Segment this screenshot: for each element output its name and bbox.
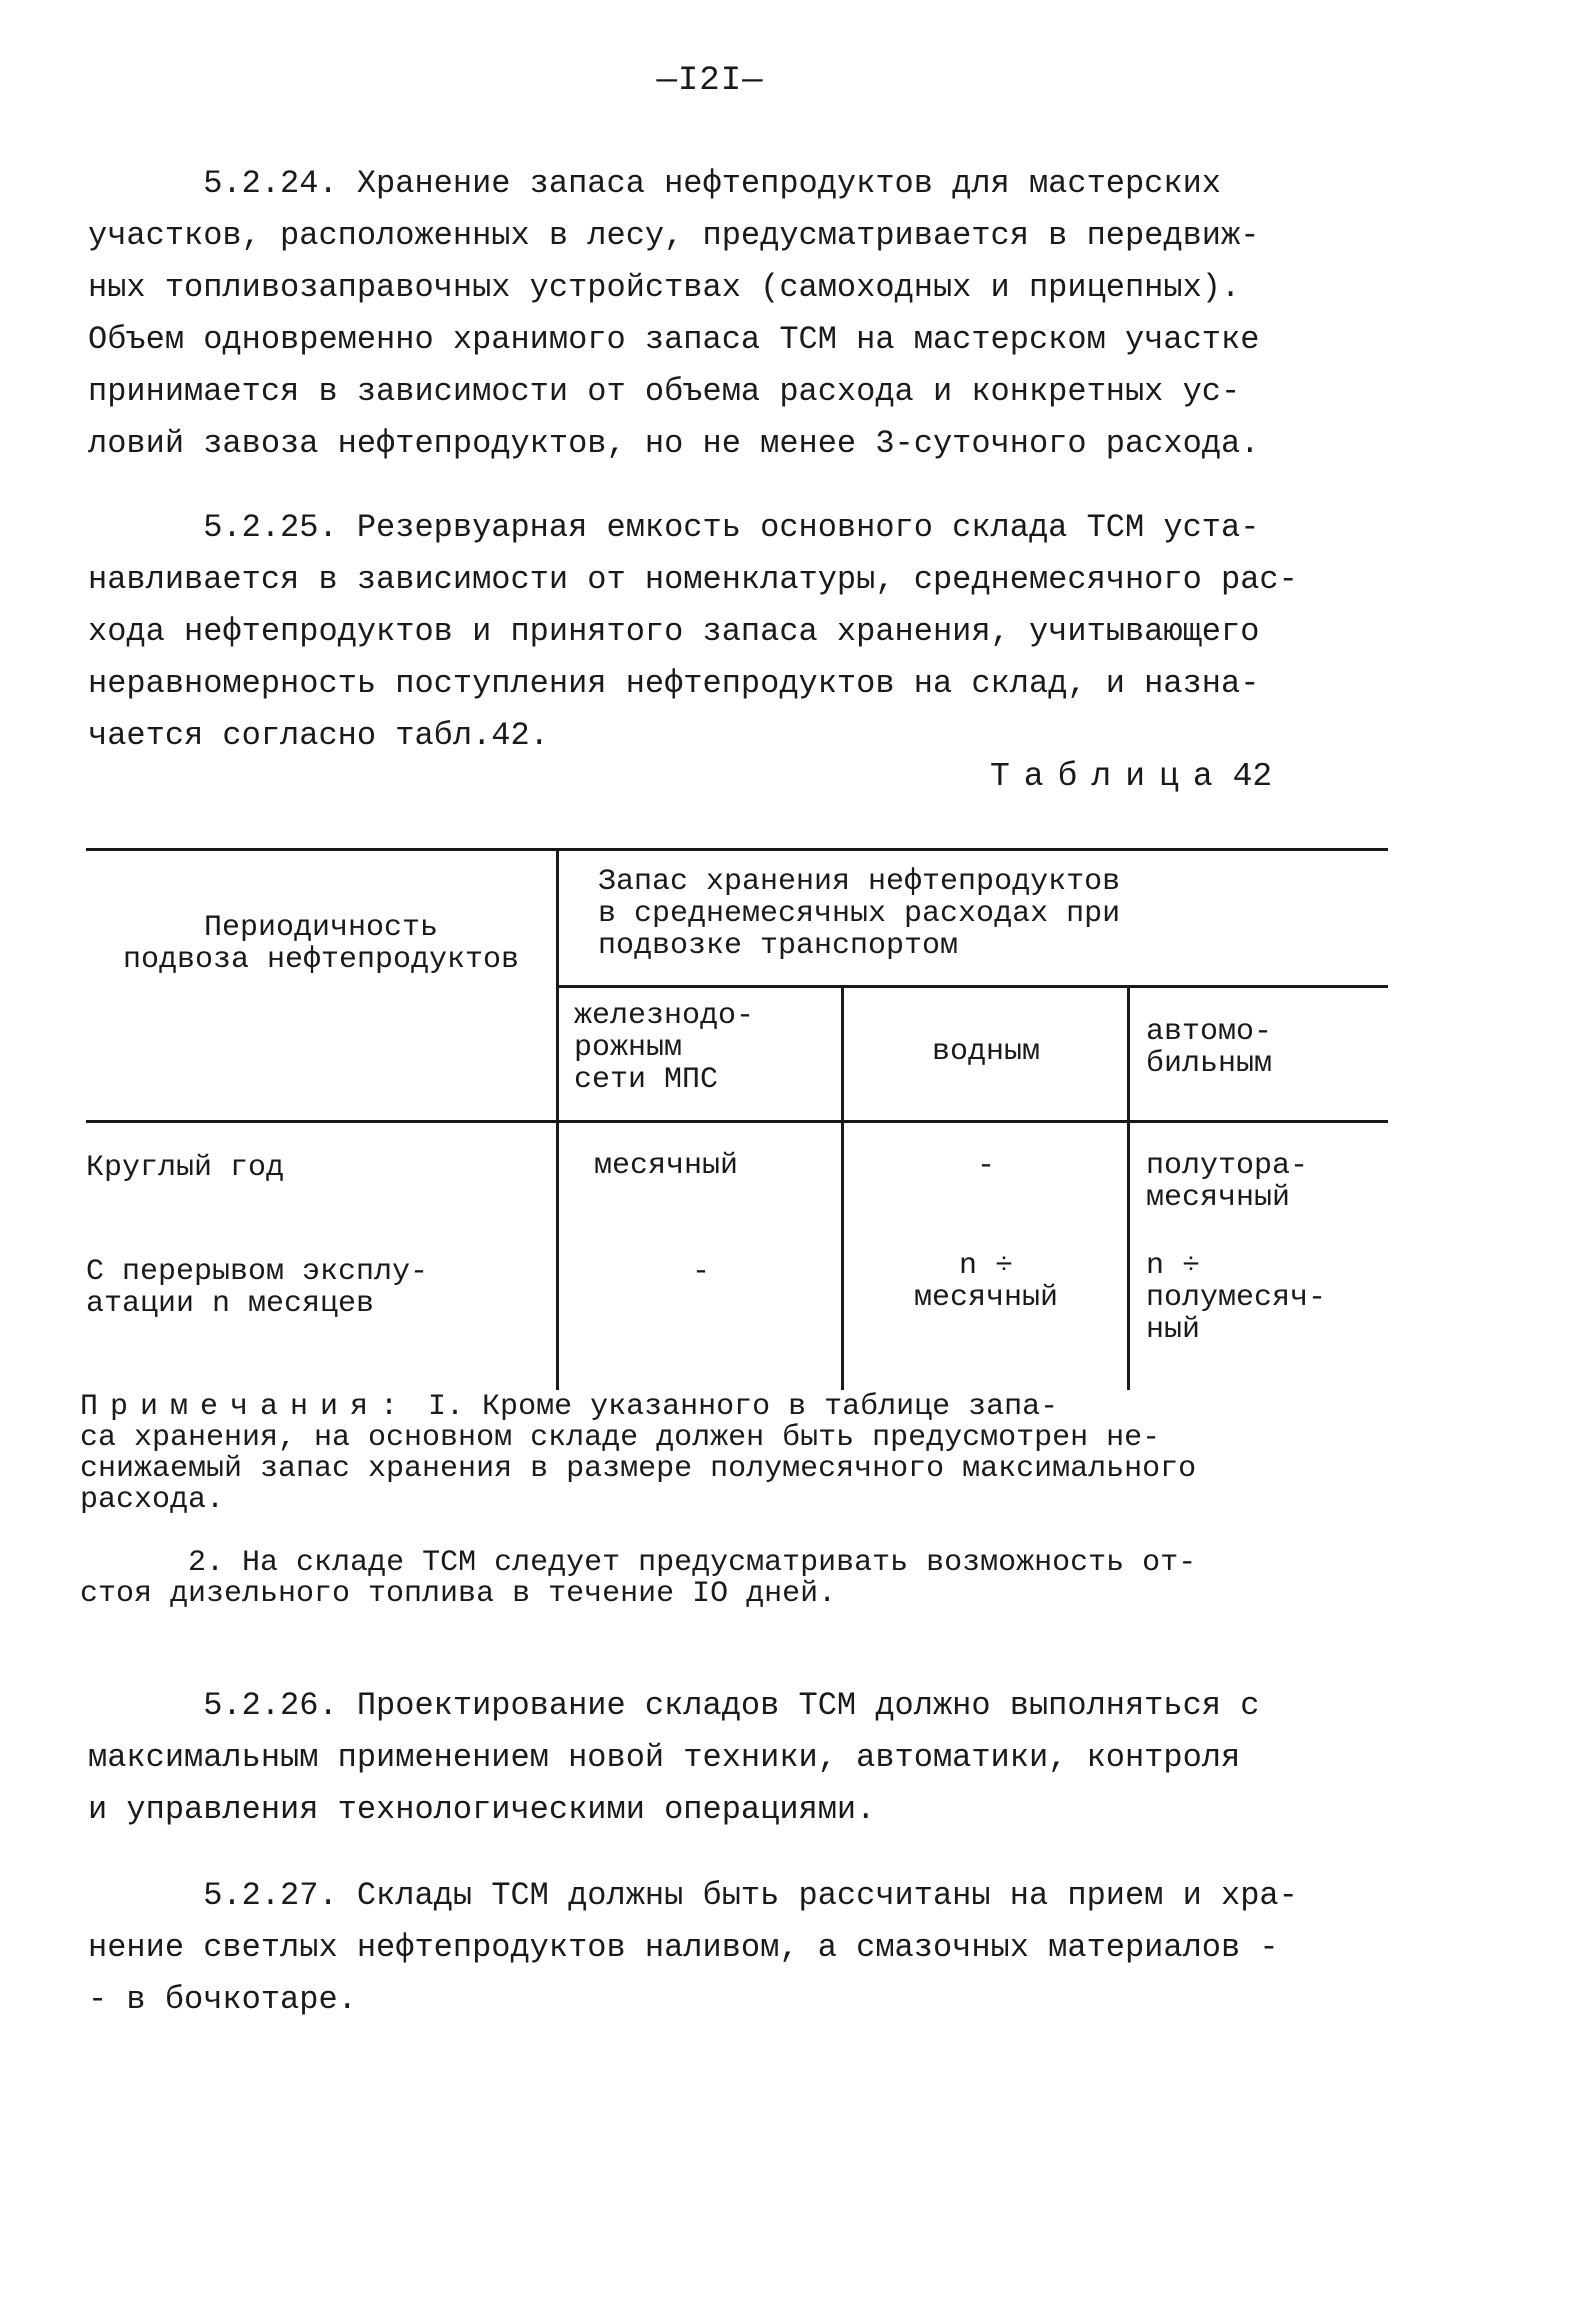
table-cell: n ÷ месячный	[913, 1249, 1059, 1315]
note-label: Примечания:	[80, 1390, 411, 1424]
table-header-row-label: Периодичность подвоза нефтепродуктов	[122, 911, 520, 977]
table-caption-word: Таблица	[990, 758, 1227, 795]
table-col-header-rail: железнодо- рожным сети МПС	[574, 999, 755, 1097]
table-vrule-3	[1127, 987, 1130, 1390]
paragraph-5-2-24: 5.2.24. Хранение запаса нефтепродуктов для мастерских участков, расположенных в лесу, предусматривается в передвиж- ных топливозаправочных устройствах (самоходных и прицепных). Объем одновременно хранимого запаса ТСМ на мастерском участке принимается в зависимости от объема расхода и конкретных ус- ловий завоза нефтепродуктов, но не менее 3-суточного расхода.	[88, 165, 1260, 462]
table-cell: месячный	[594, 1149, 739, 1183]
table-top-rule	[86, 848, 1388, 851]
table-cell: n ÷ полумесяч- ный	[1146, 1249, 1327, 1347]
paragraph-5-2-27: 5.2.27. Склады ТСМ должны быть рассчитаны на прием и хра- нение светлых нефтепродуктов наливом, а смазочных материалов - - в бочкотаре.	[88, 1877, 1298, 2018]
page-number: —I2I—	[656, 62, 764, 100]
table-vrule-2	[841, 987, 844, 1390]
table-caption	[990, 758, 1272, 795]
table-header-rule	[86, 1120, 1388, 1123]
table-cell: -	[691, 1255, 710, 1289]
table-cell: полутора- месячный	[1146, 1149, 1309, 1215]
table-row-label: С перерывом эксплу- атации n месяцев	[86, 1255, 429, 1321]
note-1-text: I. Кроме указанного в таблице запа- са хранения, на основном складе должен быть предусмотрен не- снижаемый запас хранения в размере полумесячного максимального расхода.	[80, 1390, 1197, 1517]
table-col-header-auto: автомо- бильным	[1146, 1015, 1273, 1081]
note-1	[80, 1392, 1420, 1516]
note-2: 2. На складе ТСМ следует предусматривать возможность от- стоя дизельного топлива в течение IO дней.	[80, 1546, 1197, 1611]
paragraph-5-2-25: 5.2.25. Резервуарная емкость основного склада ТСМ уста- навливается в зависимости от номенклатуры, среднемесячного рас- хода нефтепродуктов и принятого запаса хранения, учитывающего неравномерность поступления нефтепродуктов на склад, и назна- чается согласно табл.42.	[88, 509, 1298, 754]
table-group-rule	[558, 985, 1388, 988]
table-caption-number: 42	[1232, 758, 1273, 795]
table-row-label: Круглый год	[86, 1151, 285, 1185]
table-col-header-water: водным	[931, 1035, 1041, 1069]
paragraph-5-2-26: 5.2.26. Проектирование складов ТСМ должно выполняться с максимальным применением новой техники, автоматики, контроля и управления технологическими операциями.	[88, 1687, 1260, 1828]
table-cell: -	[976, 1149, 995, 1183]
table-header-group: Запас хранения нефтепродуктов в среднемесячных расходах при подвозке транспортом	[598, 865, 1121, 963]
table-vrule-1	[556, 850, 559, 1390]
